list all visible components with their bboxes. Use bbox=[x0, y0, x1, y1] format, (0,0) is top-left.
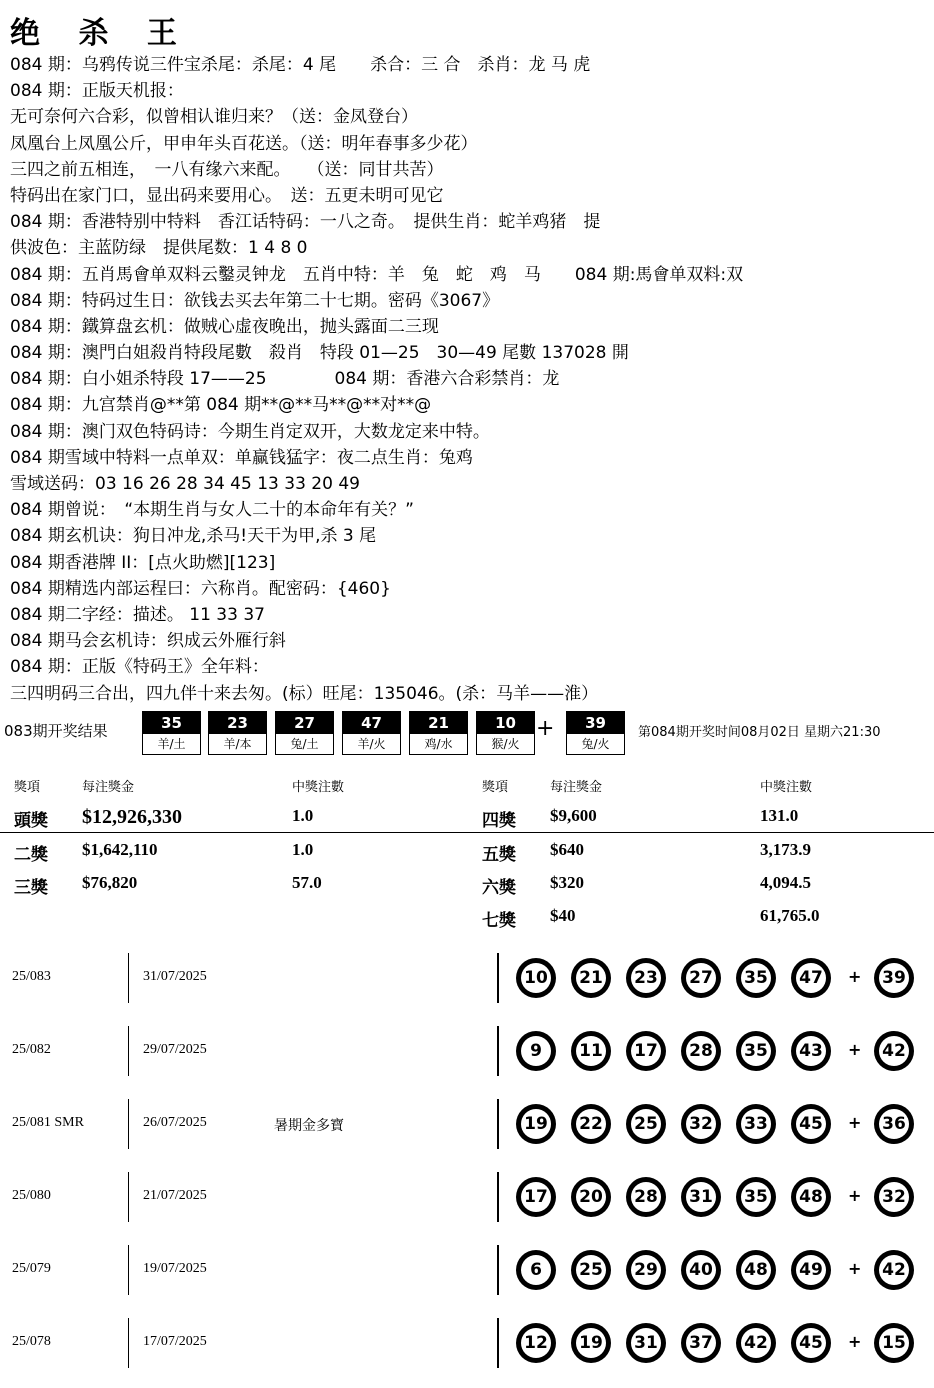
history-ball-number: 48 bbox=[796, 1182, 826, 1212]
column-divider bbox=[128, 953, 129, 1003]
history-plus: + bbox=[848, 1332, 862, 1351]
history-ball bbox=[681, 958, 721, 998]
history-row bbox=[0, 1310, 934, 1376]
draw-ball-zodiac: 鸡/水 bbox=[424, 737, 453, 751]
history-ball-number: 45 bbox=[796, 1328, 826, 1358]
history-row bbox=[0, 1091, 934, 1157]
history-ball-number: 29 bbox=[631, 1255, 661, 1285]
prediction-text-block bbox=[10, 52, 930, 707]
draw-ball-zodiac: 猴/火 bbox=[491, 737, 520, 751]
history-row bbox=[0, 1237, 934, 1303]
history-date: 21/07/2025 bbox=[143, 1188, 207, 1203]
prize-amount: $12,926,330 bbox=[82, 806, 182, 828]
column-divider bbox=[497, 1026, 499, 1076]
history-plus: + bbox=[848, 1040, 862, 1059]
history-period: 25/083 bbox=[12, 969, 51, 984]
history-ball bbox=[626, 1323, 666, 1363]
history-ball bbox=[626, 958, 666, 998]
text-line: 084 期：香港特别中特料 香江话特码：一八之奇。 提供生肖：蛇羊鸡猪 提 bbox=[10, 212, 601, 233]
column-divider bbox=[128, 1026, 129, 1076]
prize-header-amount-right: 每注獎金 bbox=[550, 779, 603, 794]
history-ball-number: 45 bbox=[796, 1109, 826, 1139]
prize-amount: $640 bbox=[550, 840, 584, 859]
draw-ball-number: 47 bbox=[343, 712, 400, 734]
prize-name: 七獎 bbox=[482, 911, 516, 930]
history-ball-number: 19 bbox=[576, 1328, 606, 1358]
prize-winners: 61,765.0 bbox=[760, 906, 820, 925]
history-ball-number: 25 bbox=[576, 1255, 606, 1285]
draw-ball-number: 21 bbox=[410, 712, 467, 734]
history-special-number: 39 bbox=[879, 963, 909, 993]
text-line: 084 期：正版天机报： bbox=[10, 81, 184, 102]
history-date: 17/07/2025 bbox=[143, 1334, 207, 1349]
draw-ball-zodiac: 羊/火 bbox=[357, 737, 386, 751]
history-special-ball bbox=[874, 1031, 914, 1071]
text-line: 084 期马会玄机诗：织成云外雁行斜 bbox=[10, 631, 286, 652]
history-ball-number: 19 bbox=[521, 1109, 551, 1139]
history-ball bbox=[681, 1104, 721, 1144]
prize-header-item: 獎項 bbox=[14, 779, 41, 794]
history-ball bbox=[626, 1031, 666, 1071]
column-divider bbox=[128, 1318, 129, 1368]
history-ball bbox=[736, 1177, 776, 1217]
history-special-ball bbox=[874, 1250, 914, 1290]
history-special-ball bbox=[874, 1104, 914, 1144]
history-special-ball bbox=[874, 958, 914, 998]
history-row bbox=[0, 1164, 934, 1230]
text-line: 084 期精选内部运程曰：六称肖。配密码：{460} bbox=[10, 578, 391, 599]
history-ball bbox=[571, 1031, 611, 1071]
column-divider bbox=[128, 1245, 129, 1295]
text-line: 084 期：白小姐杀特段 17——25 084 期：香港六合彩禁肖：龙 bbox=[10, 369, 560, 390]
history-ball-number: 42 bbox=[741, 1328, 771, 1358]
history-plus: + bbox=[848, 967, 862, 986]
history-special-number: 32 bbox=[879, 1182, 909, 1212]
history-ball bbox=[681, 1031, 721, 1071]
text-line: 084 期：乌鸦传说三件宝杀尾：杀尾：4 尾 杀合：三 合 杀肖：龙 马 虎 bbox=[10, 55, 591, 75]
history-ball-number: 35 bbox=[741, 1182, 771, 1212]
text-line: 084 期香港牌 II：[点火助燃][123] bbox=[10, 552, 276, 573]
prize-winners: 4,094.5 bbox=[760, 873, 811, 892]
history-special-number: 36 bbox=[879, 1109, 909, 1139]
history-ball bbox=[791, 1104, 831, 1144]
history-ball bbox=[516, 1250, 556, 1290]
history-ball-number: 23 bbox=[631, 963, 661, 993]
history-ball-number: 31 bbox=[631, 1328, 661, 1358]
draw-ball bbox=[342, 711, 401, 755]
prize-amount: $9,600 bbox=[550, 806, 597, 825]
history-ball bbox=[516, 1104, 556, 1144]
history-ball-number: 31 bbox=[686, 1182, 716, 1212]
column-divider bbox=[497, 953, 499, 1003]
column-divider bbox=[128, 1099, 129, 1149]
draw-ball-number: 23 bbox=[209, 712, 266, 734]
history-ball-number: 17 bbox=[521, 1182, 551, 1212]
history-ball bbox=[571, 1323, 611, 1363]
draw-ball-number: 27 bbox=[276, 712, 333, 734]
prize-winners: 57.0 bbox=[292, 873, 322, 892]
history-special-ball bbox=[874, 1323, 914, 1363]
history-ball-number: 20 bbox=[576, 1182, 606, 1212]
history-ball bbox=[626, 1250, 666, 1290]
history-plus: + bbox=[848, 1259, 862, 1278]
history-special-number: 42 bbox=[879, 1255, 909, 1285]
history-ball bbox=[681, 1323, 721, 1363]
special-plus: + bbox=[536, 716, 555, 741]
text-line: 084 期二字经：描述。 11 33 37 bbox=[10, 604, 265, 625]
text-line: 084 期：正版《特码王》全年料： bbox=[10, 657, 269, 678]
history-ball bbox=[791, 1177, 831, 1217]
history-ball bbox=[571, 1177, 611, 1217]
history-period: 25/081 SMR bbox=[12, 1115, 84, 1130]
prize-name: 三獎 bbox=[14, 878, 48, 897]
history-date: 26/07/2025 bbox=[143, 1115, 207, 1130]
history-ball-number: 49 bbox=[796, 1255, 826, 1285]
history-ball-number: 43 bbox=[796, 1036, 826, 1066]
text-line: 特码出在家门口，显出码来要用心。 送：五更未明可见它 bbox=[10, 185, 444, 206]
history-period: 25/078 bbox=[12, 1334, 51, 1349]
history-ball bbox=[736, 1031, 776, 1071]
prize-divider bbox=[0, 832, 934, 833]
text-line: 084 期：澳門白姐殺肖特段尾數 殺肖 特段 01—25 30—49 尾數 137028 開 bbox=[10, 343, 629, 364]
draw-ball-number: 35 bbox=[143, 712, 200, 734]
history-ball bbox=[571, 1104, 611, 1144]
prize-name: 二獎 bbox=[14, 845, 48, 864]
column-divider bbox=[497, 1099, 499, 1149]
text-line: 无可奈何六合彩，似曾相认谁归来？（送：金凤登台） bbox=[10, 107, 418, 128]
history-ball-number: 10 bbox=[521, 963, 551, 993]
column-divider bbox=[497, 1245, 499, 1295]
history-ball bbox=[736, 958, 776, 998]
prize-amount: $40 bbox=[550, 906, 576, 925]
prize-table bbox=[0, 768, 934, 938]
prize-winners: 3,173.9 bbox=[760, 840, 811, 859]
history-special-number: 42 bbox=[879, 1036, 909, 1066]
draw-ball-zodiac: 羊/土 bbox=[157, 737, 186, 751]
history-ball bbox=[681, 1177, 721, 1217]
prize-winners: 1.0 bbox=[292, 840, 314, 859]
text-line: 084 期：特码过生日：欲钱去买去年第二十七期。密码《3067》 bbox=[10, 290, 500, 311]
history-ball-number: 12 bbox=[521, 1328, 551, 1358]
history-period: 25/079 bbox=[12, 1261, 51, 1276]
history-ball bbox=[791, 958, 831, 998]
history-period: 25/082 bbox=[12, 1042, 51, 1057]
history-ball bbox=[736, 1104, 776, 1144]
history-special-ball bbox=[874, 1177, 914, 1217]
draw-ball-zodiac: 羊/本 bbox=[223, 737, 252, 751]
prize-winners: 1.0 bbox=[292, 806, 314, 825]
history-date: 31/07/2025 bbox=[143, 969, 207, 984]
draw-ball-number: 10 bbox=[477, 712, 534, 734]
draw-ball bbox=[142, 711, 201, 755]
history-ball bbox=[516, 958, 556, 998]
column-divider bbox=[497, 1318, 499, 1368]
history-ball-number: 48 bbox=[741, 1255, 771, 1285]
history-ball-number: 47 bbox=[796, 963, 826, 993]
history-plus: + bbox=[848, 1186, 862, 1205]
history-note: 暑期金多寶 bbox=[274, 1119, 344, 1134]
history-ball bbox=[516, 1177, 556, 1217]
history-ball-number: 33 bbox=[741, 1109, 771, 1139]
history-ball-number: 37 bbox=[686, 1328, 716, 1358]
text-line: 084 期曾说： “本期生肖与女人二十的本命年有关？” bbox=[10, 500, 414, 521]
text-line: 084 期：九宫禁肖@**第 084 期**@**马**@**对**@ bbox=[10, 395, 432, 416]
history-ball-number: 32 bbox=[686, 1109, 716, 1139]
history-ball bbox=[516, 1031, 556, 1071]
history-period: 25/080 bbox=[12, 1188, 51, 1203]
history-row bbox=[0, 945, 934, 1011]
special-ball-number: 39 bbox=[567, 712, 624, 734]
draw-ball bbox=[409, 711, 468, 755]
prize-winners: 131.0 bbox=[760, 806, 799, 825]
history-date: 29/07/2025 bbox=[143, 1042, 207, 1057]
prize-header-winners: 中獎注數 bbox=[292, 779, 345, 794]
history-ball-number: 40 bbox=[686, 1255, 716, 1285]
history-ball-number: 9 bbox=[521, 1036, 551, 1066]
special-ball-zodiac: 兔/火 bbox=[581, 737, 610, 751]
text-line: 雪域送码：03 16 26 28 34 45 13 33 20 49 bbox=[10, 474, 360, 494]
column-divider bbox=[128, 1172, 129, 1222]
column-divider bbox=[497, 1172, 499, 1222]
history-ball-number: 25 bbox=[631, 1109, 661, 1139]
draw-result-label: 083期开奖结果 bbox=[4, 722, 108, 740]
page-title: 绝 杀 王 bbox=[10, 16, 191, 51]
history-ball-number: 28 bbox=[631, 1182, 661, 1212]
text-line: 084 期：五肖馬會单双料云鑿灵钟龙 五肖中特：羊 兔 蛇 鸡 马 084 期:馬會单双料:双 bbox=[10, 264, 744, 285]
history-ball bbox=[791, 1031, 831, 1071]
text-line: 084 期：鐵算盘玄机：做贼心虚夜晚出，抛头露面二三现 bbox=[10, 316, 439, 337]
prize-header-amount: 每注獎金 bbox=[82, 779, 135, 794]
text-line: 084 期：澳门双色特码诗：今期生肖定双开，大数龙定来中特。 bbox=[10, 421, 490, 442]
history-ball-number: 35 bbox=[741, 963, 771, 993]
next-draw-time: 第084期开奖时间08月02日 星期六21:30 bbox=[638, 725, 881, 740]
history-ball-number: 27 bbox=[686, 963, 716, 993]
prize-name: 五獎 bbox=[482, 845, 516, 864]
draw-ball-zodiac: 兔/土 bbox=[290, 737, 319, 751]
history-ball-number: 22 bbox=[576, 1109, 606, 1139]
history-ball bbox=[571, 1250, 611, 1290]
history-ball bbox=[571, 958, 611, 998]
draw-result-bar bbox=[0, 708, 934, 756]
history-ball bbox=[736, 1323, 776, 1363]
history-plus: + bbox=[848, 1113, 862, 1132]
history-ball-number: 35 bbox=[741, 1036, 771, 1066]
prize-amount: $320 bbox=[550, 873, 584, 892]
history-ball-number: 17 bbox=[631, 1036, 661, 1066]
history-ball bbox=[516, 1323, 556, 1363]
history-ball-number: 6 bbox=[521, 1255, 551, 1285]
history-ball-number: 28 bbox=[686, 1036, 716, 1066]
history-special-number: 15 bbox=[879, 1328, 909, 1358]
special-ball bbox=[566, 711, 625, 755]
history-ball bbox=[681, 1250, 721, 1290]
prize-amount: $1,642,110 bbox=[82, 840, 158, 859]
text-line: 供波色：主蓝防绿 提供尾数：1 4 8 0 bbox=[10, 238, 308, 259]
history-date: 19/07/2025 bbox=[143, 1261, 207, 1276]
prize-header-item-right: 獎項 bbox=[482, 779, 509, 794]
draw-ball bbox=[208, 711, 267, 755]
prize-header-winners-right: 中獎注數 bbox=[760, 779, 813, 794]
prize-name: 六獎 bbox=[482, 878, 516, 897]
draw-ball bbox=[275, 711, 334, 755]
history-row bbox=[0, 1018, 934, 1084]
text-line: 凤凰台上凤凰公斤，甲申年头百花送。（送：明年春事多少花） bbox=[10, 133, 478, 154]
prize-name: 頭獎 bbox=[14, 811, 48, 830]
text-line: 084 期雪域中特料一点单双：单赢钱猛字：夜二点生肖：兔鸡 bbox=[10, 447, 473, 468]
history-ball-number: 21 bbox=[576, 963, 606, 993]
text-line: 084 期玄机诀：狗日冲龙,杀马!天干为甲,杀 3 尾 bbox=[10, 526, 377, 547]
history-ball bbox=[736, 1250, 776, 1290]
draw-ball bbox=[476, 711, 535, 755]
history-ball bbox=[626, 1177, 666, 1217]
history-ball bbox=[791, 1250, 831, 1290]
history-ball bbox=[791, 1323, 831, 1363]
prize-amount: $76,820 bbox=[82, 873, 138, 892]
text-line: 三四之前五相连， 一八有缘六来配。 （送：同甘共苦） bbox=[10, 159, 444, 180]
history-ball bbox=[626, 1104, 666, 1144]
text-line: 三四明码三合出，四九伴十来去匆。(标）旺尾：135046。(杀：马羊——淮） bbox=[10, 683, 599, 704]
history-ball-number: 11 bbox=[576, 1036, 606, 1066]
prize-name: 四獎 bbox=[482, 811, 516, 830]
